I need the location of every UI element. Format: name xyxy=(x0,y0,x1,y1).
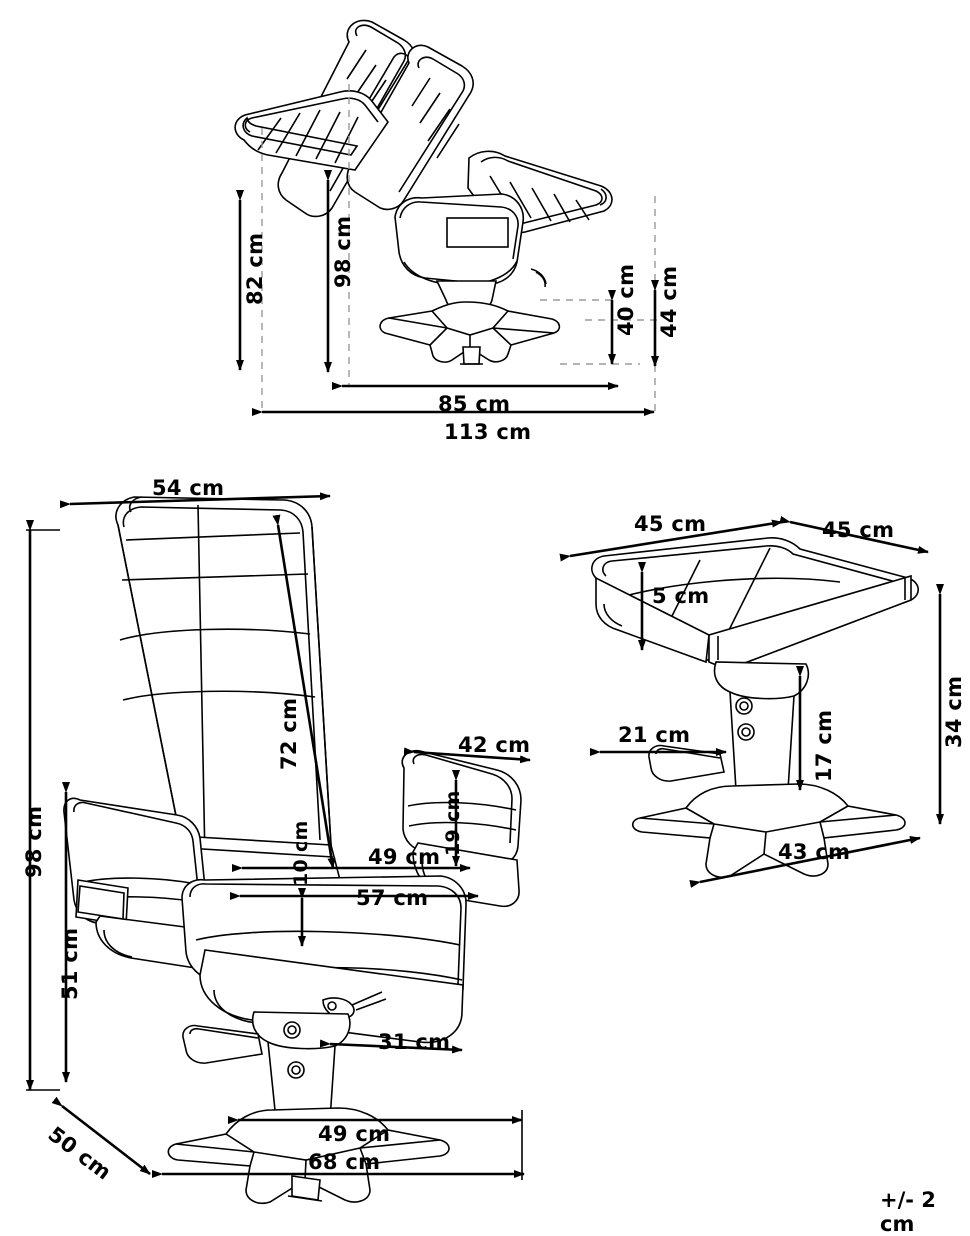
dimension-label-49-seat: 49 cm xyxy=(368,845,441,869)
tolerance-note: +/- 2 cm xyxy=(880,1188,936,1236)
dimension-label-45-right: 45 cm xyxy=(822,518,895,542)
dimension-label-43: 43 cm xyxy=(778,840,851,864)
dimension-label-34: 34 cm xyxy=(942,675,966,748)
dimension-label-85: 85 cm xyxy=(438,392,511,416)
dimension-label-5: 5 cm xyxy=(652,584,710,608)
dimension-label-40: 40 cm xyxy=(614,263,638,336)
dimension-label-31: 31 cm xyxy=(378,1030,451,1054)
dimension-label-51: 51 cm xyxy=(58,927,82,1000)
dimension-label-42: 42 cm xyxy=(458,733,531,757)
dimension-label-17: 17 cm xyxy=(812,709,836,782)
dimension-label-49-base: 49 cm xyxy=(318,1122,391,1146)
dimension-label-98-top: 98 cm xyxy=(331,215,355,288)
dimension-label-113: 113 cm xyxy=(444,420,532,444)
dimension-label-10: 10 cm xyxy=(290,820,312,886)
dimension-label-68: 68 cm xyxy=(308,1150,381,1174)
dimension-label-54: 54 cm xyxy=(152,476,225,500)
dimension-label-98-left: 98 cm xyxy=(22,805,46,878)
dimension-label-21: 21 cm xyxy=(618,723,691,747)
dimension-label-82: 82 cm xyxy=(243,232,267,305)
dimension-label-72: 72 cm xyxy=(277,697,301,770)
dimension-label-50: 50 cm xyxy=(43,1122,116,1185)
dimension-label-44: 44 cm xyxy=(657,265,681,338)
dimension-label-45-left: 45 cm xyxy=(634,512,707,536)
dimension-label-19: 19 cm xyxy=(442,790,464,856)
top-view-chair-outline xyxy=(235,20,612,364)
dimension-label-57: 57 cm xyxy=(356,886,429,910)
